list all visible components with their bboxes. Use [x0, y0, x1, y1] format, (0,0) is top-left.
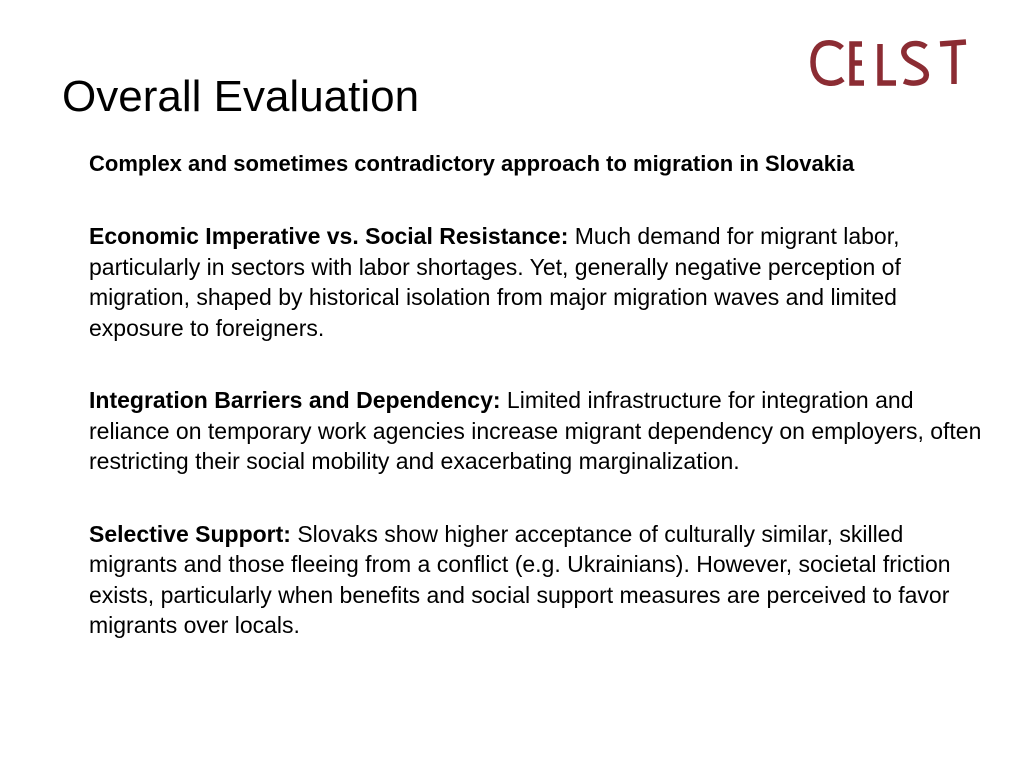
paragraph-body: Much demand for migrant labor, particularly in sectors with labor shortages. Yet, generally negative perception of migration, shaped by historical isolation from major migration waves and limited exposure to foreigners. [89, 223, 901, 341]
paragraph-lead: Integration Barriers and Dependency: [89, 387, 501, 413]
paragraph-economic-imperative [89, 221, 989, 343]
slide-body [89, 149, 989, 641]
paragraph-lead: Selective Support: [89, 520, 291, 547]
slide-subtitle: Complex and sometimes contradictory approach to migration in Slovakia [89, 151, 855, 176]
slide-title: Overall Evaluation [62, 72, 420, 121]
celsi-logo-mark [808, 36, 968, 92]
paragraph-body: Slovaks show higher acceptance of culturally similar, skilled migrants and those fleeing from a conflict (e.g. Ukrainians). However, societal friction exists, particularly when benefits and social support measures are perceived to favor migrants over locals. [89, 520, 951, 638]
celsi-logo [808, 36, 968, 92]
paragraph-selective-support [89, 519, 989, 641]
paragraph-lead: Economic Imperative vs. Social Resistance: [89, 223, 569, 249]
paragraph-integration-barriers [89, 385, 989, 477]
paragraph-body: Limited infrastructure for integration and reliance on temporary work agencies increase migrant dependency on employers, often restricting their social mobility and exacerbating marginalization. [89, 387, 982, 474]
